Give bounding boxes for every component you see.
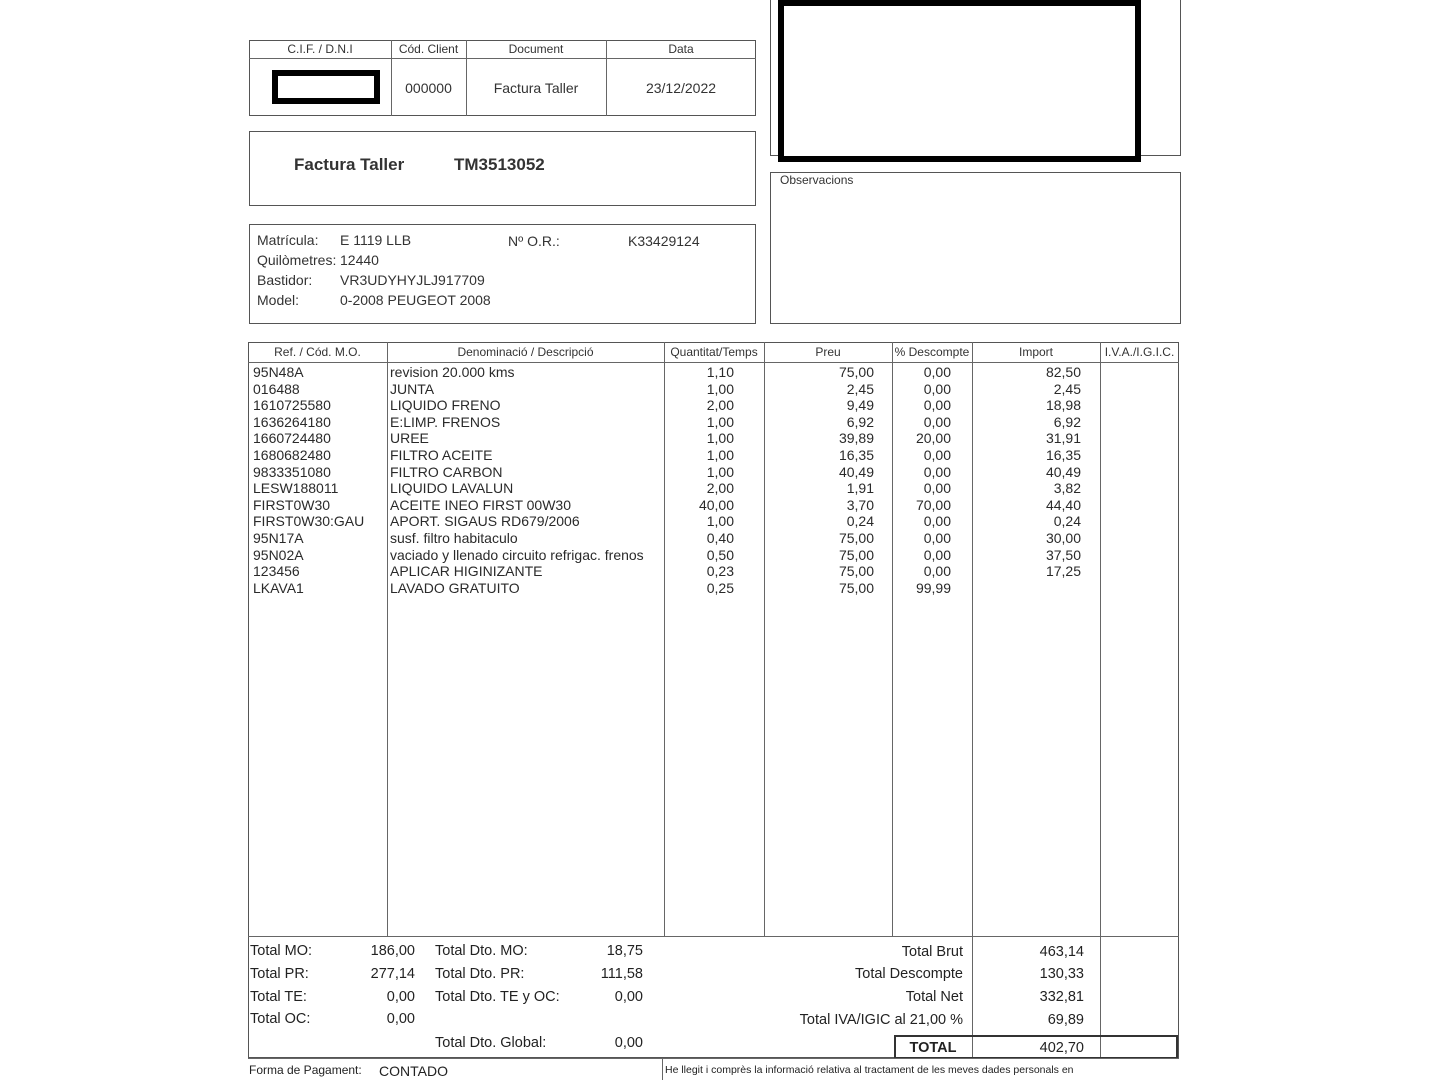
table-col-sep xyxy=(1100,342,1101,1058)
cell-disc: 0,00 xyxy=(923,513,951,530)
cell-price: 6,92 xyxy=(846,413,874,430)
cell-desc: susf. filtro habitaculo xyxy=(390,529,518,546)
cell-desc: UREE xyxy=(390,430,429,447)
total-oc-value: 0,00 xyxy=(386,1011,415,1027)
cell-desc: vaciado y llenado circuito refrigac. frenos xyxy=(390,546,644,563)
cell-ref: 95N48A xyxy=(253,364,304,380)
cell-ref: 1636264180 xyxy=(253,413,331,430)
cell-desc: E:LIMP. FRENOS xyxy=(390,413,501,430)
footer-col-sep xyxy=(662,1058,663,1080)
cell-disc: 99,99 xyxy=(915,579,951,596)
document-label: Document xyxy=(508,42,564,56)
cell-disc: 0,00 xyxy=(923,480,951,497)
total-te-label: Total TE: xyxy=(250,989,307,1005)
cell-amount: 17,25 xyxy=(1045,563,1081,580)
cell-qty: 2,00 xyxy=(706,397,734,414)
total-dto-te-value: 0,00 xyxy=(614,989,643,1005)
cell-amount: 44,40 xyxy=(1045,496,1081,513)
total-mo-value: 186,00 xyxy=(370,943,415,959)
cell-amount: 2,45 xyxy=(1053,380,1081,397)
col-header-desc: Denominació / Descripció xyxy=(457,345,594,359)
chassis-label: Bastidor: xyxy=(257,272,313,288)
cell-qty: 2,00 xyxy=(706,480,734,497)
invoice-number: TM3513052 xyxy=(454,155,545,174)
payment-method: CONTADO xyxy=(379,1063,448,1079)
footer-divider xyxy=(248,1058,1179,1059)
col-header-vat: I.V.A./I.G.I.C. xyxy=(1104,345,1175,359)
cell-disc: 70,00 xyxy=(915,496,951,513)
cell-price: 9,49 xyxy=(846,397,874,414)
total-descompte-value: 130,33 xyxy=(1039,966,1084,982)
description-column xyxy=(390,364,662,596)
table-col-sep xyxy=(387,342,388,936)
discount-column xyxy=(892,364,951,596)
cell-qty: 1,00 xyxy=(706,380,734,397)
cell-ref: LESW188011 xyxy=(253,480,339,497)
cell-price: 75,00 xyxy=(838,563,874,580)
col-header-qty: Quantitat/Temps xyxy=(670,345,758,359)
total-net-value: 332,81 xyxy=(1039,989,1084,1005)
cif-label: C.I.F. / D.N.I xyxy=(287,42,353,56)
cell-disc: 0,00 xyxy=(923,364,951,380)
cell-qty: 0,40 xyxy=(706,529,734,546)
privacy-text: He llegit i comprès la informació relativa al tractament de les meves dades personals en xyxy=(665,1064,1074,1076)
km-label: Quilòmetres: xyxy=(257,252,337,268)
total-iva-label: Total IVA/IGIC al 21,00 % xyxy=(799,1012,963,1028)
total-dto-global-value: 0,00 xyxy=(614,1035,643,1051)
cell-amount: 16,35 xyxy=(1045,446,1081,463)
cell-desc: ACEITE INEO FIRST 00W30 xyxy=(390,496,572,513)
cell-qty: 1,00 xyxy=(706,446,734,463)
cell-ref: 123456 xyxy=(253,563,300,580)
cell-amount: 82,50 xyxy=(1045,364,1081,380)
cell-ref: 95N02A xyxy=(253,546,304,563)
total-dto-pr-value: 111,58 xyxy=(600,966,643,982)
or-label: Nº O.R.: xyxy=(508,233,560,249)
cell-price: 3,70 xyxy=(846,496,874,513)
cell-amount: 40,49 xyxy=(1045,463,1081,480)
cell-amount: 3,82 xyxy=(1053,480,1081,497)
cell-desc: APORT. SIGAUS RD679/2006 xyxy=(390,513,580,530)
cell-price: 16,35 xyxy=(838,446,874,463)
cell-price: 0,24 xyxy=(846,513,874,530)
cell-disc: 0,00 xyxy=(923,413,951,430)
cell-price: 75,00 xyxy=(838,529,874,546)
total-descompte-label: Total Descompte xyxy=(855,966,963,982)
cell-desc: LAVADO GRATUITO xyxy=(390,579,520,596)
total-dto-te-label: Total Dto. TE y OC: xyxy=(435,989,560,1005)
cell-price: 39,89 xyxy=(838,430,874,447)
cell-ref: 1610725580 xyxy=(253,397,331,414)
quantity-column xyxy=(664,364,734,596)
total-mo-label: Total MO: xyxy=(250,943,313,959)
cell-qty: 40,00 xyxy=(698,496,734,513)
total-pr-value: 277,14 xyxy=(370,966,415,982)
cell-price: 2,45 xyxy=(846,380,874,397)
cell-desc: LIQUIDO LAVALUN xyxy=(390,480,514,497)
cell-amount: 6,92 xyxy=(1053,413,1081,430)
cell-qty: 1,10 xyxy=(706,364,734,380)
ref-column xyxy=(253,364,385,596)
cell-ref: 95N17A xyxy=(253,529,304,546)
invoice-date: 23/12/2022 xyxy=(645,80,717,96)
client-code: 000000 xyxy=(405,80,452,96)
cell-ref: FIRST0W30:GAU xyxy=(253,513,365,530)
cell-price: 40,49 xyxy=(838,463,874,480)
total-net-label: Total Net xyxy=(905,989,963,1005)
cell-ref: FIRST0W30 xyxy=(253,496,331,513)
cif-redaction xyxy=(272,70,380,104)
payment-label: Forma de Pagament: xyxy=(249,1063,362,1077)
model-label: Model: xyxy=(257,292,300,308)
cell-qty: 0,25 xyxy=(706,579,734,596)
cell-disc: 0,00 xyxy=(923,546,951,563)
address-redaction xyxy=(778,0,1141,162)
cell-qty: 1,00 xyxy=(706,413,734,430)
km-value: 12440 xyxy=(340,252,379,268)
plate-label: Matrícula: xyxy=(257,232,319,248)
model-value: 0-2008 PEUGEOT 2008 xyxy=(340,292,491,308)
cell-price: 75,00 xyxy=(838,579,874,596)
cell-ref: LKAVA1 xyxy=(253,579,304,596)
cell-price: 1,91 xyxy=(846,480,874,497)
cell-desc: LIQUIDO FRENO xyxy=(390,397,501,414)
table-totals-divider xyxy=(248,936,1179,937)
cell-ref: 016488 xyxy=(253,380,300,397)
cell-qty: 1,00 xyxy=(706,463,734,480)
cell-desc: JUNTA xyxy=(390,380,435,397)
total-te-value: 0,00 xyxy=(386,989,415,1005)
amount-column xyxy=(972,364,1081,596)
total-dto-pr-label: Total Dto. PR: xyxy=(435,966,525,982)
cell-qty: 1,00 xyxy=(706,513,734,530)
col-header-price: Preu xyxy=(815,345,841,359)
total-dto-global-label: Total Dto. Global: xyxy=(435,1035,547,1051)
observations-box xyxy=(770,172,1181,324)
cell-ref: 1680682480 xyxy=(253,446,331,463)
observations-label: Observacions xyxy=(780,173,854,187)
cell-qty: 0,50 xyxy=(706,546,734,563)
col-header-amount: Import xyxy=(1018,345,1053,359)
chassis-value: VR3UDYHYJLJ917709 xyxy=(340,272,485,288)
total-oc-label: Total OC: xyxy=(250,1011,311,1027)
cell-disc: 0,00 xyxy=(923,397,951,414)
cell-ref: 1660724480 xyxy=(253,430,331,447)
or-number: K33429124 xyxy=(628,233,700,249)
cell-desc: revision 20.000 kms xyxy=(390,364,515,380)
cell-disc: 0,00 xyxy=(923,446,951,463)
grand-total-value: 402,70 xyxy=(1039,1040,1084,1056)
price-column xyxy=(764,364,874,596)
plate-value: E 1119 LLB xyxy=(340,232,412,248)
total-iva-value: 69,89 xyxy=(1047,1012,1084,1028)
total-dto-mo-label: Total Dto. MO: xyxy=(435,943,528,959)
col-header-ref: Ref. / Cód. M.O. xyxy=(274,345,361,359)
cell-qty: 0,23 xyxy=(706,563,734,580)
cell-desc: FILTRO CARBON xyxy=(390,463,503,480)
cell-disc: 0,00 xyxy=(923,463,951,480)
total-brut-label: Total Brut xyxy=(901,944,963,960)
header-divider xyxy=(249,58,756,59)
cell-price: 75,00 xyxy=(838,546,874,563)
total-brut-value: 463,14 xyxy=(1039,944,1084,960)
cell-ref: 9833351080 xyxy=(253,463,331,480)
client-code-label: Cód. Client xyxy=(398,42,459,56)
document-type: Factura Taller xyxy=(493,80,579,96)
cell-amount: 18,98 xyxy=(1045,397,1081,414)
col-header-discount: % Descompte xyxy=(894,345,970,359)
cell-disc: 0,00 xyxy=(923,563,951,580)
cell-amount xyxy=(972,580,1081,597)
cell-amount: 30,00 xyxy=(1045,529,1081,546)
cell-disc: 20,00 xyxy=(915,430,951,447)
date-label: Data xyxy=(668,42,694,56)
total-pr-label: Total PR: xyxy=(250,966,309,982)
cell-amount: 37,50 xyxy=(1045,546,1081,563)
grand-total-label: TOTAL xyxy=(909,1040,957,1056)
cell-amount: 31,91 xyxy=(1045,430,1081,447)
cell-price: 75,00 xyxy=(838,364,874,380)
cell-qty: 1,00 xyxy=(706,430,734,447)
total-dto-mo-value: 18,75 xyxy=(606,943,643,959)
cell-disc: 0,00 xyxy=(923,529,951,546)
cell-amount: 0,24 xyxy=(1053,513,1081,530)
cell-desc: FILTRO ACEITE xyxy=(390,446,493,463)
cell-disc: 0,00 xyxy=(923,380,951,397)
cell-desc: APLICAR HIGINIZANTE xyxy=(390,563,543,580)
invoice-title: Factura Taller xyxy=(294,155,405,174)
